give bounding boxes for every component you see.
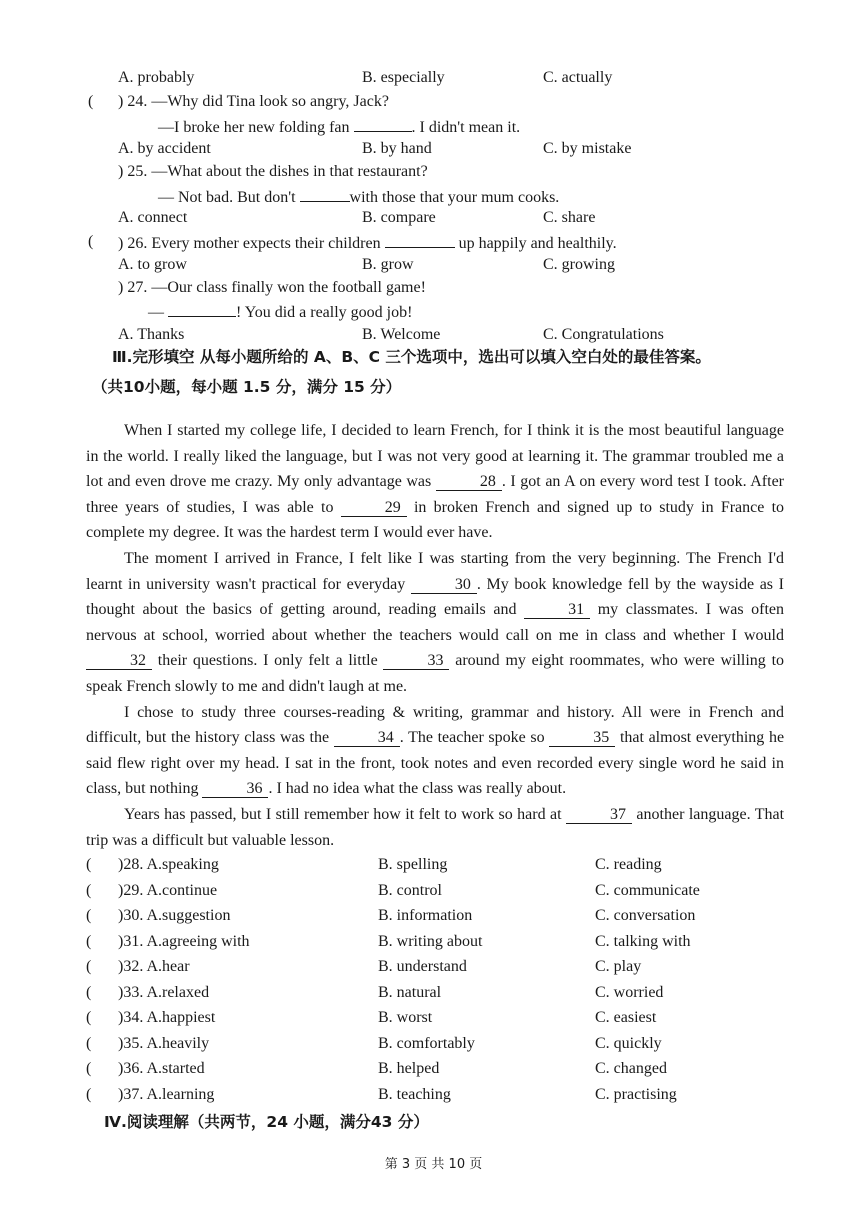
blank-31: 31 — [524, 602, 590, 619]
question-paren: ( — [86, 1009, 92, 1026]
question-30-option-b: B. information — [378, 907, 473, 924]
option-b: B. compare — [362, 209, 436, 226]
question-26-paren: ( — [88, 233, 94, 250]
option-c: C. growing — [543, 256, 615, 273]
passage-text: another language. That trip was a difficult but valuable lesson. — [86, 805, 785, 849]
option-b: B. Welcome — [362, 326, 441, 343]
option-c: C. share — [543, 209, 596, 226]
question-27-stem — [118, 278, 426, 298]
option-a: A. Thanks — [118, 326, 185, 343]
question-25-stem — [118, 162, 428, 182]
question-28-option-c: C. reading — [595, 856, 662, 873]
question-36-option-b: B. helped — [378, 1060, 440, 1077]
option-c: C. Congratulations — [543, 326, 664, 343]
question-32-option-c: C. play — [595, 958, 642, 975]
passage-text: my classmates. I was often nervous at school, worried about whether the teachers would call on me in class and whether I would — [86, 601, 785, 644]
option-b: B. grow — [362, 256, 414, 273]
passage-text: . I got an A on every word test I took. After three years of studies, I was able to — [86, 473, 785, 516]
passage-text: in broken French and signed up to study in France to complete my degree. It was the hardest term I would ever have. — [86, 498, 785, 542]
question-25-line1: —What about the dishes in that restaurant? — [151, 163, 428, 180]
blank-32: 32 — [86, 653, 152, 670]
question-25-number: ) 25. — [118, 163, 148, 180]
question-31-option-b: B. writing about — [378, 932, 483, 950]
question-paren: ( — [86, 958, 92, 975]
question-paren: ( — [86, 983, 92, 1001]
question-24-line2-pre: —I broke her new folding fan — [158, 119, 350, 136]
question-26-number: ) 26. — [118, 235, 148, 252]
cloze-passage — [86, 418, 784, 853]
question-27-number: ) 27. — [118, 279, 148, 296]
question-24-line1: —Why did Tina look so angry, Jack? — [151, 93, 389, 110]
blank-29: 29 — [341, 500, 407, 517]
question-paren: ( — [86, 932, 92, 950]
question-34-option-b: B. worst — [378, 1009, 433, 1026]
question-33-option-c: C. worried — [595, 983, 664, 1001]
blank-36: 36 — [202, 781, 268, 798]
question-28-option-b: B. spelling — [378, 856, 448, 873]
passage-text: their questions. I only felt a little — [157, 652, 378, 670]
passage-text: I chose to study three courses-reading & writing, grammar and history. All were in French and difficult, but the history class was the — [86, 703, 784, 747]
question-28-option-a: )28. A.speaking — [118, 856, 219, 873]
question-24-line2-post: . I didn't mean it. — [411, 119, 521, 136]
option-a: A. connect — [118, 209, 188, 226]
question-37-option-c: C. practising — [595, 1085, 677, 1103]
question-26-line1-post: up happily and healthily. — [458, 235, 617, 252]
question-29-option-b: B. control — [378, 881, 442, 899]
blank-28: 28 — [436, 474, 502, 491]
option-c: C. by mistake — [543, 140, 632, 157]
question-27-line2-pre: — — [148, 304, 164, 321]
section-4-title: Ⅳ.阅读理解（共两节，24 小题，满分43 分） — [104, 1113, 429, 1131]
question-29-option-a: )29. A.continue — [118, 881, 218, 899]
question-24-line2 — [158, 116, 520, 138]
question-25-line2-pre: — Not bad. But don't — [158, 189, 296, 206]
question-32-option-b: B. understand — [378, 958, 467, 975]
option-a: A. probably — [118, 69, 195, 86]
question-36-option-a: )36. A.started — [118, 1060, 205, 1077]
question-paren: ( — [86, 907, 92, 924]
question-paren: ( — [86, 1034, 92, 1052]
passage-text: The moment I arrived in France, I felt like I was starting from the very beginning. The French I'd learnt in university wasn't practical for everyday — [86, 549, 784, 593]
question-26-stem — [118, 232, 617, 254]
question-27-line2-post: ! You did a really good job! — [236, 304, 413, 321]
question-25-line2-post: with those that your mum cooks. — [349, 189, 560, 206]
blank-30: 30 — [411, 577, 477, 594]
passage-text: around my eight roommates, who were willing to speak French slowly to me and didn't laugh at me. — [86, 652, 785, 695]
question-24-number: ) 24. — [118, 93, 148, 110]
answer-blank — [300, 186, 350, 202]
question-25-line2 — [158, 186, 559, 208]
question-37-option-b: B. teaching — [378, 1085, 451, 1103]
option-a: A. to grow — [118, 256, 187, 273]
question-35-option-b: B. comfortably — [378, 1034, 475, 1052]
answer-blank — [354, 116, 412, 132]
blank-37: 37 — [566, 807, 632, 824]
passage-text: When I started my college life, I decided to learn French, for I think it is the most beautiful language in the world. I really liked the language, but I was not very good at learning it. The grammar troubled me a lot and even drove me crazy. My only advantage was — [86, 422, 784, 491]
answer-blank — [385, 232, 455, 248]
answer-blank — [168, 301, 236, 317]
question-24-stem — [118, 92, 389, 112]
page-number: 第 3 页 共 10 页 — [384, 1157, 483, 1172]
section-3-subtitle: （共10小题，每小题 1.5 分，满分 15 分） — [92, 378, 402, 396]
question-paren: ( — [86, 1060, 92, 1077]
question-26-line1-pre: Every mother expects their children — [151, 235, 381, 252]
question-34-option-c: C. easiest — [595, 1009, 657, 1026]
question-36-option-c: C. changed — [595, 1060, 667, 1077]
question-30-option-c: C. conversation — [595, 907, 696, 924]
option-a: A. by accident — [118, 140, 211, 157]
blank-34: 34 — [334, 730, 400, 747]
option-c: C. actually — [543, 69, 613, 86]
question-30-option-a: )30. A.suggestion — [118, 907, 231, 924]
passage-text: . I had no idea what the class was really about. — [268, 780, 567, 798]
passage-text: . The teacher spoke so — [399, 729, 545, 747]
question-27-line2 — [148, 301, 412, 323]
question-27-line1: —Our class finally won the football game! — [151, 279, 426, 296]
question-32-option-a: )32. A.hear — [118, 958, 190, 975]
question-paren: ( — [86, 1085, 92, 1103]
question-paren: ( — [86, 856, 92, 873]
question-35-option-c: C. quickly — [595, 1034, 662, 1052]
blank-33: 33 — [383, 653, 449, 670]
question-paren: ( — [86, 881, 92, 899]
question-35-option-a: )35. A.heavily — [118, 1034, 210, 1052]
passage-paragraph-4 — [86, 802, 784, 853]
question-33-option-a: )33. A.relaxed — [118, 983, 210, 1001]
blank-35: 35 — [549, 730, 615, 747]
passage-paragraph-2 — [86, 546, 784, 700]
question-33-option-b: B. natural — [378, 983, 442, 1001]
question-24-paren: ( — [88, 93, 94, 110]
option-b: B. by hand — [362, 140, 432, 157]
question-37-option-a: )37. A.learning — [118, 1085, 215, 1103]
question-34-option-a: )34. A.happiest — [118, 1009, 216, 1026]
option-b: B. especially — [362, 69, 445, 86]
passage-text: Years has passed, but I still remember how it felt to work so hard at — [124, 805, 562, 823]
passage-paragraph-1 — [86, 418, 784, 546]
passage-paragraph-3 — [86, 700, 784, 802]
question-29-option-c: C. communicate — [595, 881, 700, 899]
passage-text: that almost everything he said flew right over my head. I sat in the front, took notes and even recorded every single word he said in class, but nothing — [86, 729, 785, 798]
question-31-option-c: C. talking with — [595, 932, 691, 950]
section-3-title: Ⅲ.完形填空 从每小题所给的 A、B、C 三个选项中，选出可以填入空白处的最佳答案。 — [112, 348, 711, 366]
passage-text: . My book knowledge fell by the wayside as I thought about the basics of getting around, reading emails and — [86, 575, 784, 619]
question-31-option-a: )31. A.agreeing with — [118, 932, 250, 950]
